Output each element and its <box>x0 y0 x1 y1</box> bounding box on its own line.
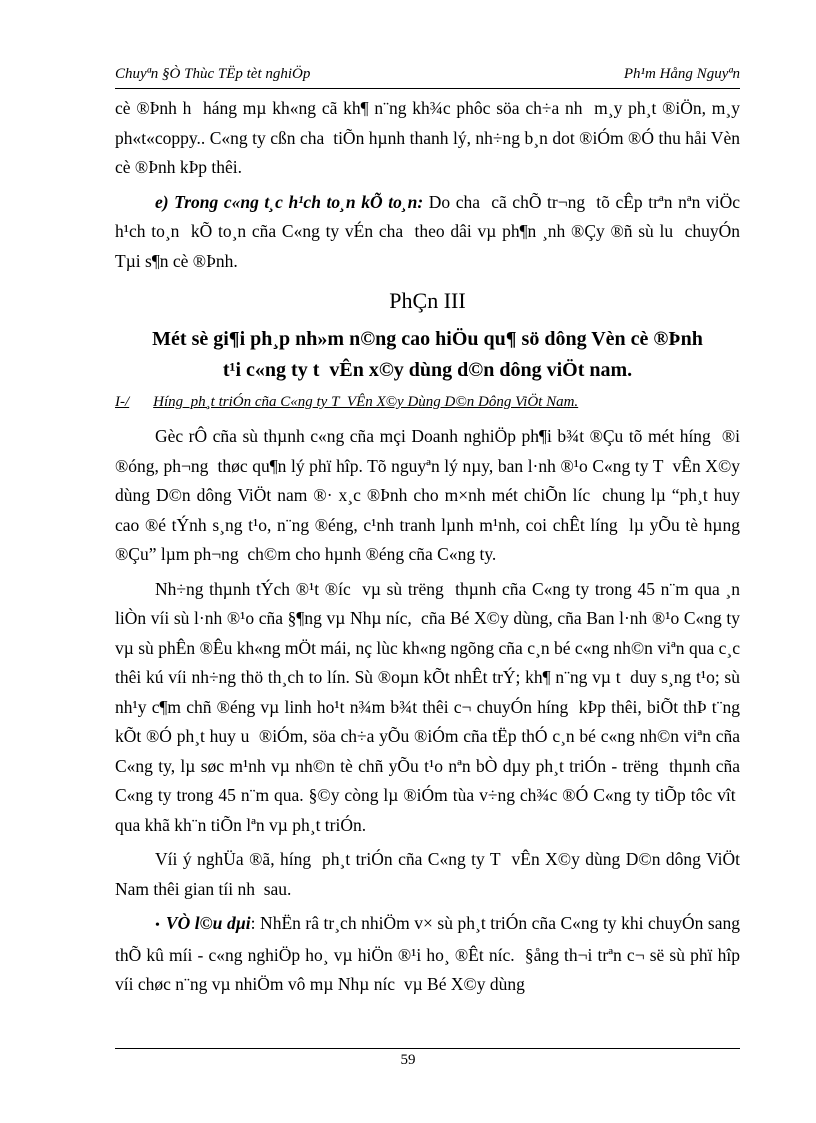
paragraph-2-text: Do cha cã chÕ tr¬ng tõ cÊp trªn nªn viÖc h¹ch to¸n kÕ to¸n cña C«ng ty vÉn cha theo dâi vµ ph¶n ¸nh ®Çy ®ñ sù lu chuyÓn Tµi s¶n cè ®Þnh. <box>115 191 740 271</box>
paragraph-1: cè ®Þnh h háng mµ kh«ng cã kh¶ n¨ng kh¾c phôc söa ch÷a nh m¸y ph¸t ®iÖn, m¸y ph«t«coppy.. C«ng ty cßn cha tiÕn hµnh thanh lý, nh÷ng b¸n dot ®iÓm ®Ó thu håi Vèn cè ®Þnh kÞp thêi. <box>115 98 740 177</box>
footer-divider <box>115 1048 740 1049</box>
paragraph-6 <box>115 909 740 1000</box>
chapter-title <box>115 324 740 386</box>
section-heading <box>115 392 740 412</box>
page-number: 59 <box>400 1052 416 1068</box>
bullet-icon: • <box>155 918 160 933</box>
page-header <box>115 66 740 86</box>
header-left-text: Chuyªn §Ò Thùc TËp tèt nghiÖp <box>115 66 311 82</box>
chapter-title-line-1: Mét sè gi¶i ph¸p nh»m n©ng cao hiÖu qu¶ sö dông Vèn cè ®Þnh <box>152 328 703 350</box>
paragraph-6-text: : NhËn râ tr¸ch nhiÖm v× sù ph¸t triÓn cña C«ng ty khi chuyÓn sang thÕ kû míi - c«ng nghiÖp ho¸ vµ hiÖn ®¹i ho¸ ®Êt níc. §ång th¬i trªn c¬ së sù phï hîp víi chøc n¨ng vµ nhiÖm vô mµ Nhµ níc vµ Bé X©y dùng <box>115 913 740 994</box>
paragraph-4: Nh÷ng thµnh tÝch ®¹t ®íc vµ sù trëng thµnh cña C«ng ty trong 45 n¨m qua ¸n liÒn víi sù l·nh ®¹o cña §¶ng vµ Nhµ níc, cña Bé X©y dùng, cña Ban l·nh ®¹o C«ng ty vµ sù phÊn ®Êu kh«ng mÖt mái, nç lùc kh«ng ngõng cña c¸n bé c«ng nh©n viªn qua c¸c thêi kú víi nh÷ng thö th¸ch to lín. Sù ®oµn kÕt nhÊt trÝ; kh¶ n¨ng vµ t duy s¸ng t¹o; sù nh¹y c¶m chñ ®éng vµ linh ho¹t n¾m b¾t thêi c¬ chuyÓn híng kÞp thêi, biÕt thÞ t¨ng kÕt ®Ó ph¸t huy u ®iÓm, söa ch÷a yÕu ®iÓm cña tËp thÓ c¸n bé c«ng nh©n viªn cña C«ng ty, lµ søc m¹nh vµ nh©n tè chñ yÕu t¹o nªn bÒ dµy ph¸t triÓn - trëng thµnh cña C«ng ty trong 45 n¨m qua. §©y còng lµ ®iÓm tùa v÷ng ch¾c ®Ó C«ng ty tiÕp tôc vît qua khã kh¨n tiÕn lªn vµ ph¸t triÓn. <box>115 578 740 835</box>
header-divider <box>115 88 740 89</box>
part-heading: PhÇn III <box>389 288 466 313</box>
section-number: I-/ <box>115 394 130 410</box>
paragraph-6-lead: VÒ l©u dµi <box>165 913 251 933</box>
header-right-text: Ph¹m Hång Nguyªn <box>623 66 740 82</box>
section-title: Híng ph¸t triÓn cña C«ng ty T VÊn X©y Dùng D©n Dông ViÖt Nam. <box>153 394 579 410</box>
paragraph-3: Gèc rÔ cña sù thµnh c«ng cña mçi Doanh nghiÖp ph¶i b¾t ®Çu tõ mét híng ®i ®óng, ph¬ng thøc qu¶n lý phï hîp. Tõ nguyªn lý nµy, ban l·nh ®¹o C«ng ty T vÊn X©y dùng D©n dông ViÖt nam ®· x¸c ®Þnh cho m×nh mét chiÕn líc chung lµ “ph¸t huy cao ®é tÝnh s¸ng t¹o, n¨ng ®éng, c¹nh tranh lµnh m¹nh, coi chÊt líng lµ yÕu tè hµng ®Çu” lµm ph¬ng ch©m cho hµnh ®éng cña C«ng ty. <box>115 426 740 564</box>
paragraph-2-lead: e) Trong c«ng t¸c h¹ch to¸n kÕ to¸n: <box>155 191 424 212</box>
document-body <box>115 94 740 1000</box>
paragraph-5: Víi ý nghÜa ®ã, híng ph¸t triÓn cña C«ng ty T vÊn X©y dùng D©n dông ViÖt Nam thêi gian tíi nh sau. <box>115 849 740 899</box>
paragraph-2 <box>115 188 740 277</box>
chapter-title-line-2: t¹i c«ng ty t vÊn x©y dùng d©n dông viÖt nam. <box>222 359 633 381</box>
